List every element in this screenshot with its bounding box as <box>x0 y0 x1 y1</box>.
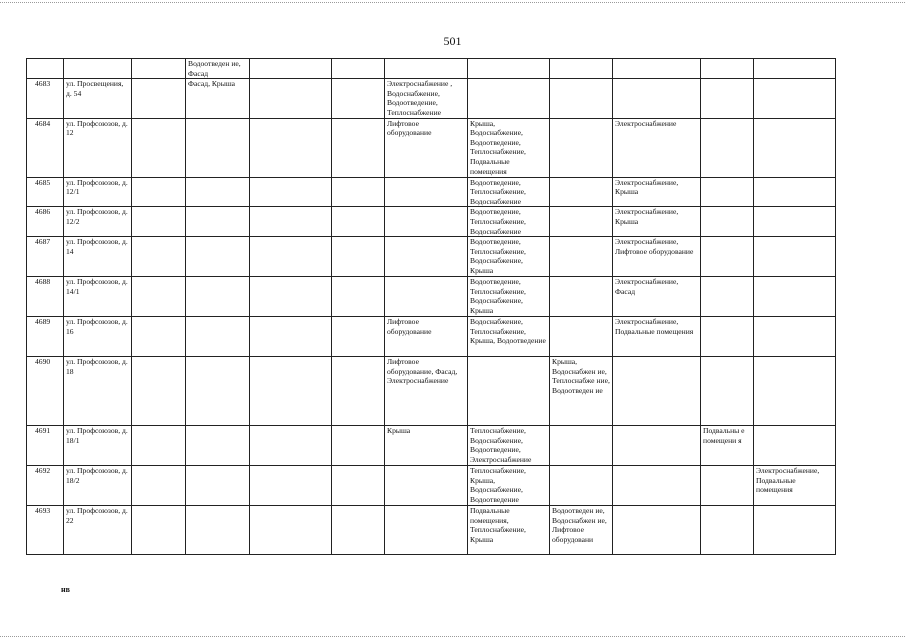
work-type-cell <box>613 59 701 79</box>
table-row <box>27 357 836 426</box>
work-type-cell <box>550 59 613 79</box>
address-cell: ул. Профсоюзов, д. 14 <box>64 237 132 277</box>
work-type-cell <box>701 118 754 177</box>
work-type-cell <box>701 466 754 506</box>
address-cell: ул. Профсоюзов, д. 12/1 <box>64 177 132 207</box>
work-type-cell <box>385 277 468 317</box>
work-type-cell <box>132 426 186 466</box>
work-type-cell <box>550 177 613 207</box>
work-type-cell <box>186 207 250 237</box>
work-type-cell <box>701 59 754 79</box>
table-row <box>27 466 836 506</box>
work-type-cell <box>332 466 385 506</box>
row-number-cell: 4691 <box>27 426 64 466</box>
work-type-cell: Электроснабжение, Подвальные помещения <box>754 466 836 506</box>
work-type-cell: Теплоснабжение, Водоснабжение, Водоотведение, Электроснабжение <box>468 426 550 466</box>
scan-edge-bottom <box>0 636 905 637</box>
address-cell: ул. Профсоюзов, д. 14/1 <box>64 277 132 317</box>
work-type-cell <box>132 118 186 177</box>
table-row <box>27 79 836 118</box>
row-number-cell: 4693 <box>27 506 64 555</box>
footer-mark: нв <box>61 585 70 594</box>
work-type-cell <box>754 506 836 555</box>
work-type-cell <box>186 466 250 506</box>
work-type-cell: Электроснабжение <box>613 118 701 177</box>
address-cell: ул. Профсоюзов, д. 16 <box>64 317 132 357</box>
table-row <box>27 317 836 357</box>
work-type-cell <box>186 317 250 357</box>
address-cell <box>64 59 132 79</box>
work-type-cell: Водоотведение, Теплоснабжение, Водоснабжение, Крыша <box>468 277 550 317</box>
address-cell: ул. Профсоюзов, д. 18 <box>64 357 132 426</box>
work-type-cell <box>186 277 250 317</box>
work-type-cell <box>332 237 385 277</box>
work-type-cell: Крыша, Водоснабжен ие, Теплоснабже ние, Водоотведен ие <box>550 357 613 426</box>
work-type-cell <box>468 357 550 426</box>
work-type-cell <box>332 59 385 79</box>
work-type-cell <box>250 506 332 555</box>
work-type-cell: Лифтовое оборудование <box>385 118 468 177</box>
work-type-cell: Водоотведение, Теплоснабжение, Водоснабжение, Крыша <box>468 237 550 277</box>
address-cell: ул. Профсоюзов, д. 18/2 <box>64 466 132 506</box>
work-type-cell <box>186 506 250 555</box>
row-number-cell: 4692 <box>27 466 64 506</box>
work-type-cell <box>613 506 701 555</box>
work-type-cell <box>754 237 836 277</box>
work-type-cell <box>250 426 332 466</box>
work-type-cell: Водоотведение, Теплоснабжение, Водоснабжение <box>468 177 550 207</box>
work-type-cell <box>186 237 250 277</box>
work-type-cell <box>550 207 613 237</box>
work-type-cell <box>613 357 701 426</box>
work-type-cell <box>332 506 385 555</box>
address-cell: ул. Профсоюзов, д. 18/1 <box>64 426 132 466</box>
work-type-cell: Крыша, Водоснабжение, Водоотведение, Теплоснабжение, Подвальные помещения <box>468 118 550 177</box>
work-type-cell <box>385 506 468 555</box>
work-type-cell <box>250 177 332 207</box>
table-row <box>27 277 836 317</box>
row-number-cell: 4690 <box>27 357 64 426</box>
work-type-cell <box>186 177 250 207</box>
work-type-cell <box>186 426 250 466</box>
work-type-cell <box>132 317 186 357</box>
work-type-cell <box>701 357 754 426</box>
work-type-cell <box>754 426 836 466</box>
work-type-cell: Лифтовое оборудование <box>385 317 468 357</box>
row-number-cell: 4686 <box>27 207 64 237</box>
work-type-cell <box>332 177 385 207</box>
work-type-cell <box>754 277 836 317</box>
row-number-cell: 4689 <box>27 317 64 357</box>
work-type-cell: Водоотведен ие, Фасад <box>186 59 250 79</box>
address-cell: ул. Профсоюзов, д. 22 <box>64 506 132 555</box>
work-type-cell <box>132 177 186 207</box>
table-row <box>27 426 836 466</box>
work-type-cell <box>250 207 332 237</box>
row-number-cell: 4685 <box>27 177 64 207</box>
work-type-cell <box>613 426 701 466</box>
work-type-cell <box>701 277 754 317</box>
work-type-cell <box>132 59 186 79</box>
work-type-cell <box>754 357 836 426</box>
work-type-cell <box>468 79 550 118</box>
work-type-cell <box>332 357 385 426</box>
work-type-cell <box>186 357 250 426</box>
work-type-cell <box>250 277 332 317</box>
work-type-cell <box>754 79 836 118</box>
work-type-cell: Лифтовое оборудование, Фасад, Электроснабжение <box>385 357 468 426</box>
work-type-cell <box>385 59 468 79</box>
row-number-cell: 4687 <box>27 237 64 277</box>
work-type-cell <box>754 207 836 237</box>
work-type-cell: Фасад, Крыша <box>186 79 250 118</box>
work-type-cell <box>550 426 613 466</box>
work-type-cell <box>385 207 468 237</box>
work-type-cell: Теплоснабжение, Крыша, Водоснабжение, Водоотведение <box>468 466 550 506</box>
work-type-cell <box>132 357 186 426</box>
page-number: 501 <box>443 34 462 48</box>
table-body <box>27 59 836 555</box>
work-type-cell <box>385 237 468 277</box>
work-type-cell: Электроснабжение, Фасад <box>613 277 701 317</box>
work-type-cell <box>132 506 186 555</box>
work-type-cell <box>132 237 186 277</box>
work-type-cell <box>754 317 836 357</box>
table-row <box>27 177 836 207</box>
work-type-cell <box>754 59 836 79</box>
work-type-cell <box>250 317 332 357</box>
address-cell: ул. Профсоюзов, д. 12/2 <box>64 207 132 237</box>
work-type-cell <box>613 466 701 506</box>
work-type-cell <box>550 466 613 506</box>
work-type-cell <box>468 59 550 79</box>
work-type-cell <box>754 177 836 207</box>
work-type-cell <box>250 79 332 118</box>
table-row <box>27 118 836 177</box>
work-type-cell <box>701 237 754 277</box>
table-row <box>27 237 836 277</box>
work-type-cell: Электроснабжение, Крыша <box>613 177 701 207</box>
row-number-cell: 4688 <box>27 277 64 317</box>
work-type-cell <box>332 426 385 466</box>
address-cell: ул. Профсоюзов, д. 12 <box>64 118 132 177</box>
row-number-cell <box>27 59 64 79</box>
table-row <box>27 59 836 79</box>
work-type-cell <box>132 79 186 118</box>
work-type-cell <box>250 59 332 79</box>
work-type-cell <box>613 79 701 118</box>
address-cell: ул. Просвещения, д. 54 <box>64 79 132 118</box>
work-type-cell <box>332 207 385 237</box>
work-type-cell <box>250 118 332 177</box>
repair-schedule-table <box>26 58 836 555</box>
work-type-cell <box>332 79 385 118</box>
work-type-cell <box>250 237 332 277</box>
work-type-cell <box>550 317 613 357</box>
work-type-cell <box>701 79 754 118</box>
work-type-cell <box>701 506 754 555</box>
work-type-cell: Крыша <box>385 426 468 466</box>
work-type-cell <box>132 277 186 317</box>
work-type-cell <box>701 317 754 357</box>
work-type-cell <box>550 277 613 317</box>
work-type-cell <box>385 177 468 207</box>
work-type-cell <box>250 357 332 426</box>
work-type-cell: Электроснабжение, Крыша <box>613 207 701 237</box>
row-number-cell: 4683 <box>27 79 64 118</box>
table-row <box>27 207 836 237</box>
work-type-cell: Электроснабжение, Подвальные помещения <box>613 317 701 357</box>
scan-edge-top <box>0 2 905 3</box>
work-type-cell: Электроснабжение, Лифтовое оборудование <box>613 237 701 277</box>
work-type-cell <box>132 466 186 506</box>
work-type-cell <box>701 177 754 207</box>
work-type-cell: Водоотведение, Теплоснабжение, Водоснабжение <box>468 207 550 237</box>
work-type-cell: Подвальные помещения, Теплоснабжение, Крыша <box>468 506 550 555</box>
work-type-cell <box>332 118 385 177</box>
work-type-cell: Водоотведен ие, Водоснабжен ие, Лифтовое оборудовани <box>550 506 613 555</box>
work-type-cell: Электроснабжение , Водоснабжение, Водоотведение, Теплоснабжение <box>385 79 468 118</box>
work-type-cell <box>132 207 186 237</box>
work-type-cell <box>332 277 385 317</box>
work-type-cell: Подвальны е помещени я <box>701 426 754 466</box>
work-type-cell <box>332 317 385 357</box>
work-type-cell <box>385 466 468 506</box>
work-type-cell <box>754 118 836 177</box>
work-type-cell <box>550 118 613 177</box>
work-type-cell <box>186 118 250 177</box>
work-type-cell <box>250 466 332 506</box>
row-number-cell: 4684 <box>27 118 64 177</box>
table-row <box>27 506 836 555</box>
work-type-cell <box>701 207 754 237</box>
work-type-cell: Водоснабжение, Теплоснабжение, Крыша, Водоотведение <box>468 317 550 357</box>
work-type-cell <box>550 79 613 118</box>
work-type-cell <box>550 237 613 277</box>
